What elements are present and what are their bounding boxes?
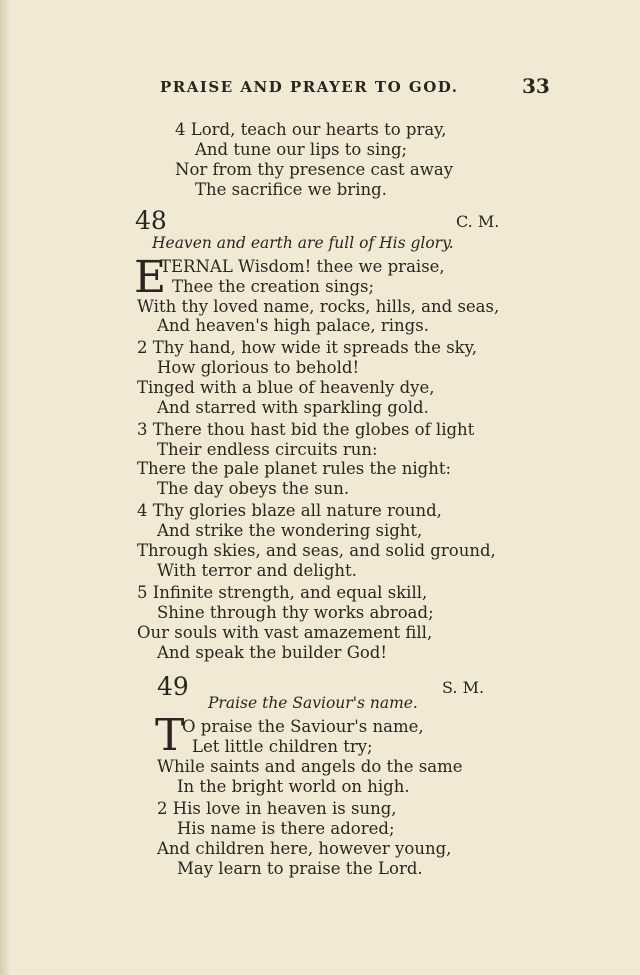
drop-capital: T (155, 710, 185, 761)
verse-line: Nor from thy presence cast away (175, 160, 454, 179)
verse-line: 4 Lord, teach our hearts to pray, (175, 120, 447, 139)
hymn-number: 49 (157, 672, 189, 701)
verse-line: There the pale planet rules the night: (137, 459, 452, 478)
verse-line: And tune our lips to sing; (195, 140, 408, 159)
hymn-number: 48 (135, 206, 167, 235)
hymn-meter: C. M. (456, 212, 500, 231)
verse-line: The sacrifice we bring. (195, 180, 387, 199)
verse-line: While saints and angels do the same (157, 757, 463, 776)
verse-line: Let little children try; (192, 737, 373, 756)
verse-line: The day obeys the sun. (157, 479, 350, 498)
verse-line: Shine through thy works abroad; (157, 603, 434, 622)
hymn-meter: S. M. (442, 678, 485, 697)
verse-line: 2 Thy hand, how wide it spreads the sky, (137, 338, 478, 357)
verse-line: Tinged with a blue of heavenly dye, (137, 378, 435, 397)
verse-line: With terror and delight. (157, 561, 357, 580)
hymn-subtitle: Heaven and earth are full of His glory. (152, 234, 454, 252)
verse-line: In the bright world on high. (177, 777, 410, 796)
verse-line: 5 Infinite strength, and equal skill, (137, 583, 428, 602)
verse-line: And children here, however young, (157, 839, 452, 858)
drop-capital: E (134, 252, 167, 303)
verse-line: And strike the wondering sight, (157, 521, 423, 540)
verse-line: With thy loved name, rocks, hills, and seas, (137, 297, 500, 316)
hymn-subtitle: Praise the Saviour's name. (208, 694, 418, 712)
verse-line: 4 Thy glories blaze all nature round, (137, 501, 442, 520)
verse-line: And starred with sparkling gold. (157, 398, 429, 417)
verse-line: TERNAL Wisdom! thee we praise, (160, 257, 445, 276)
verse-line: And speak the builder God! (157, 643, 388, 662)
running-title: PRAISE AND PRAYER TO GOD. (160, 78, 459, 96)
verse-line: May learn to praise the Lord. (177, 859, 423, 878)
verse-line: How glorious to behold! (157, 358, 360, 377)
verse-line: Thee the creation sings; (172, 277, 375, 296)
page-edge (0, 0, 10, 975)
verse-line: His name is there adored; (177, 819, 395, 838)
verse-line: O praise the Saviour's name, (182, 717, 424, 736)
page-number: 33 (522, 74, 550, 98)
verse-line: Through skies, and seas, and solid ground, (137, 541, 496, 560)
verse-line: 2 His love in heaven is sung, (157, 799, 397, 818)
verse-line: Our souls with vast amazement fill, (137, 623, 433, 642)
verse-line: And heaven's high palace, rings. (157, 316, 429, 335)
verse-line: Their endless circuits run: (157, 440, 378, 459)
verse-line: 3 There thou hast bid the globes of light (137, 420, 475, 439)
